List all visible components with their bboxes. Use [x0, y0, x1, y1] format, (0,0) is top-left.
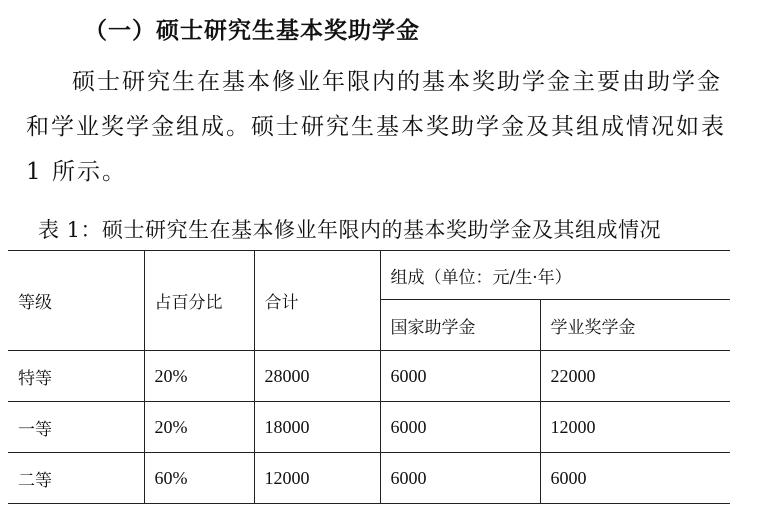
cell-grant: 6000: [380, 351, 540, 402]
scholarship-table: [8, 250, 730, 504]
section-heading: （一）硕士研究生基本奖助学金: [84, 17, 420, 44]
cell-scholarship: 6000: [540, 453, 730, 504]
intro-paragraph: 硕士研究生在基本修业年限内的基本奖助学金主要由助学金和学业奖学金组成。硕士研究生基本奖助学金及其组成情况如表 1 所示。: [26, 69, 726, 185]
cell-total: 12000: [254, 453, 380, 504]
table-caption: 表 1：硕士研究生在基本修业年限内的基本奖助学金及其组成情况: [38, 218, 662, 242]
table-row: [8, 453, 730, 504]
cell-scholarship: 22000: [540, 351, 730, 402]
header-percent: 占百分比: [144, 251, 254, 351]
cell-percent: 60%: [144, 453, 254, 504]
header-composition: 组成（单位：元/生·年）: [380, 251, 730, 300]
header-grant: 国家助学金: [380, 300, 540, 351]
cell-total: 28000: [254, 351, 380, 402]
cell-level: 二等: [8, 453, 144, 504]
header-total: 合计: [254, 251, 380, 351]
cell-percent: 20%: [144, 402, 254, 453]
table-header-row: [8, 251, 730, 300]
cell-level: 特等: [8, 351, 144, 402]
table-row: [8, 402, 730, 453]
cell-total: 18000: [254, 402, 380, 453]
header-scholarship: 学业奖学金: [540, 300, 730, 351]
cell-grant: 6000: [380, 453, 540, 504]
header-level: 等级: [8, 251, 144, 351]
table-row: [8, 351, 730, 402]
cell-level: 一等: [8, 402, 144, 453]
cell-scholarship: 12000: [540, 402, 730, 453]
cell-grant: 6000: [380, 402, 540, 453]
cell-percent: 20%: [144, 351, 254, 402]
